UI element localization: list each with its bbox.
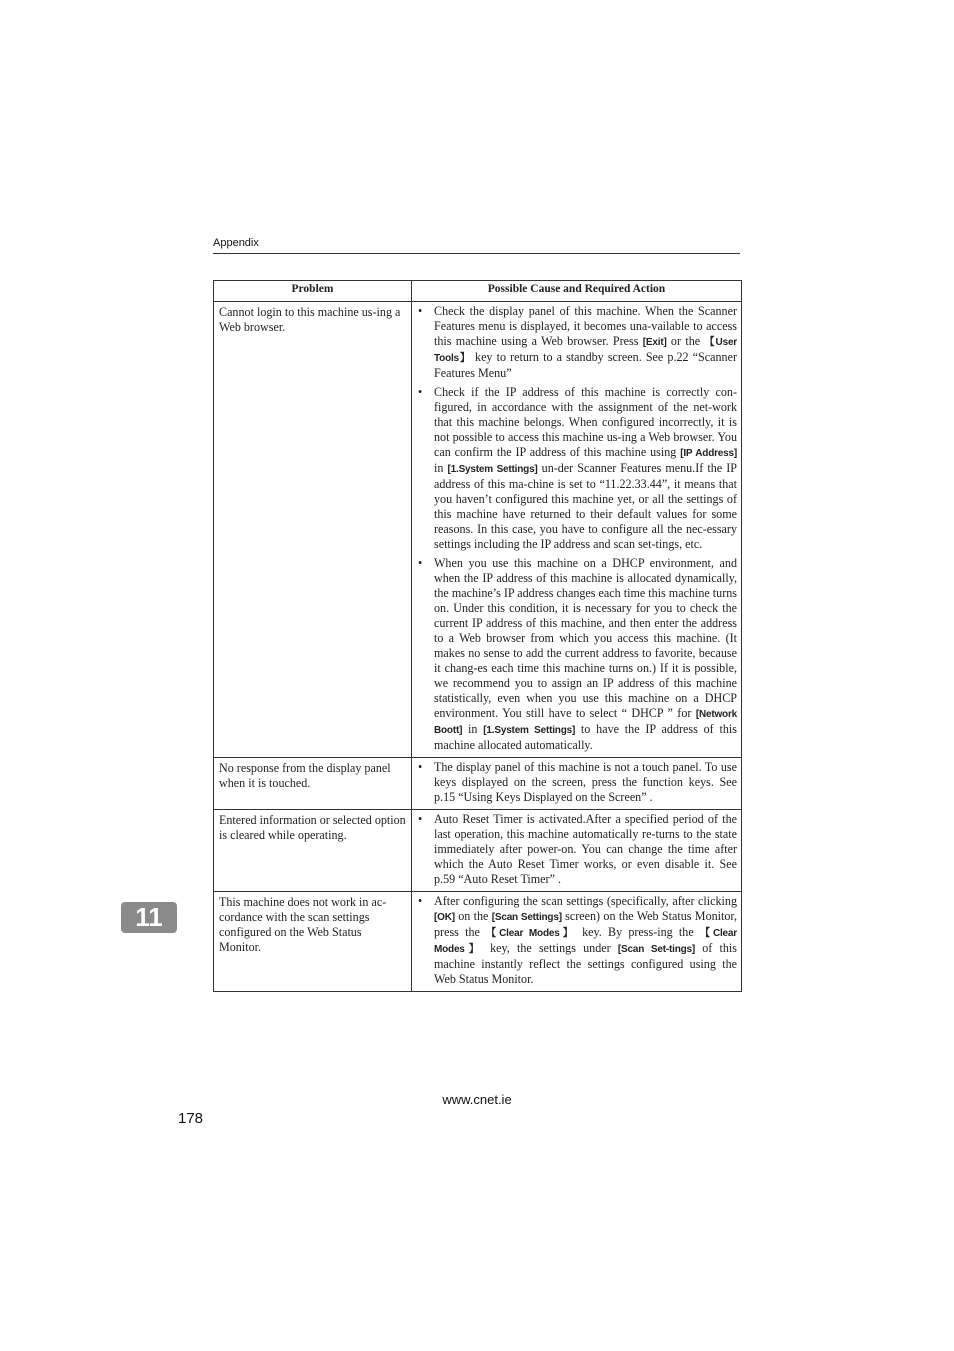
- column-header-problem: Problem: [214, 281, 412, 302]
- key-label: 【Clear Modes】: [486, 928, 576, 939]
- action-cell: [412, 892, 742, 992]
- key-label: 【User Tools】: [434, 337, 737, 364]
- key-label: [IP Address]: [680, 448, 738, 459]
- action-text: key. By press-ing the: [575, 925, 700, 939]
- table-header-row: [214, 281, 742, 302]
- action-list: [416, 760, 737, 805]
- table-row: [214, 302, 742, 758]
- action-text: Check the display panel of this machine. When the Scanner Features menu is displayed, it becomes una-vailable to access this machine using a Web browser. Press: [434, 304, 737, 348]
- action-text: Check if the IP address of this machine is correctly con-figured, in accordance with the assignment of the net-work that this machine belongs. When configured incorrectly, it is not possible to access this machine us-ing a Web browser. You can confirm the IP address of this machine using: [434, 385, 737, 459]
- action-item: [416, 894, 737, 987]
- action-text: in: [434, 461, 448, 475]
- action-text: in: [462, 722, 484, 736]
- page-number: 178: [178, 1110, 204, 1127]
- action-text: screen) on the Web Status Monitor, press the: [434, 909, 737, 939]
- table-row: [214, 892, 742, 992]
- action-text: The display panel of this machine is not a touch panel. To use keys displayed on the screen, press the function keys. See p.15 “Using Keys Displayed on the Screen” .: [434, 760, 737, 804]
- key-label: [Exit]: [642, 337, 667, 348]
- action-item: [416, 812, 737, 887]
- action-cell: [412, 302, 742, 758]
- action-text: When you use this machine on a DHCP environment, and when the IP address of this machine is allocated dynamically, the machine’s IP address changes each time this machine turns on. Under this condition, it is necessary for you to check the current IP address of this machine, and then enter the address to a Web browser from which you access this machine. (It makes no sense to add the current address to favorite, because it chang-es each time this machine turns on.) If it is possible, we recommend you to assign an IP address of this machine statistically, even when you use this machine on a DHCP environment. You still have to select “ DHCP ” for: [434, 556, 737, 720]
- bullet-icon: •: [418, 812, 423, 826]
- chapter-tab: 11: [121, 902, 177, 933]
- header-rule: [213, 253, 740, 254]
- problem-cell: No response from the display panel when it is touched.: [214, 758, 412, 810]
- action-text: of this machine instantly reflect the settings configured using the Web Status Monitor.: [434, 941, 737, 986]
- action-text: key to return to a standby screen. See p.22 “Scanner Features Menu”: [434, 350, 737, 380]
- action-text: key, the settings under: [482, 941, 618, 955]
- bullet-icon: •: [418, 304, 423, 318]
- bullet-icon: •: [418, 760, 423, 774]
- key-label: [OK]: [434, 912, 455, 923]
- action-list: [416, 304, 737, 753]
- problem-cell: Cannot login to this machine us-ing a Web browser.: [214, 302, 412, 758]
- action-text: to have the IP address of this machine allocated automatically.: [434, 722, 737, 752]
- bullet-icon: •: [418, 894, 423, 908]
- action-item: [416, 385, 737, 552]
- table-row: [214, 810, 742, 892]
- action-text: or the: [666, 334, 705, 348]
- column-header-action: Possible Cause and Required Action: [412, 281, 742, 302]
- action-list: [416, 812, 737, 887]
- action-cell: [412, 758, 742, 810]
- key-label: [1.System Settings]: [483, 725, 576, 736]
- problem-cell: Entered information or selected option is cleared while operating.: [214, 810, 412, 892]
- action-item: [416, 556, 737, 753]
- action-text: un-der Scanner Features menu.If the IP address of this ma-chine is set to “11.22.33.44”, it means that you haven’t configured this machine yet, or all the settings of this machine have returned to their default values for some reasons. In this case, you have to configure all the nec-essary settings including the IP address and scan set-tings, etc.: [434, 461, 737, 551]
- key-label: 【Clear Modes】: [434, 928, 737, 955]
- table-body: [214, 302, 742, 992]
- key-label: [1.System Settings]: [447, 464, 538, 475]
- problem-cell: This machine does not work in ac-cordance with the scan settings configured on the Web Status Monitor.: [214, 892, 412, 992]
- key-label: [Scan Settings]: [491, 912, 562, 923]
- action-item: [416, 304, 737, 381]
- table-row: [214, 758, 742, 810]
- footer-url: www.cnet.ie: [442, 1092, 512, 1107]
- key-label: [Scan Set-tings]: [617, 944, 695, 955]
- bullet-icon: •: [418, 556, 423, 570]
- troubleshooting-table: [213, 280, 742, 992]
- action-text: Auto Reset Timer is activated.After a specified period of the last operation, this machine automatically re-turns to the state immediately after power-on. You can change the time after which the Auto Reset Timer works, or even disable it. See p.59 “Auto Reset Timer” .: [434, 812, 737, 886]
- running-header: Appendix: [213, 237, 259, 249]
- bullet-icon: •: [418, 385, 423, 399]
- action-list: [416, 894, 737, 987]
- action-item: [416, 760, 737, 805]
- action-text: on the: [454, 909, 492, 923]
- action-cell: [412, 810, 742, 892]
- action-text: After configuring the scan settings (specifically, after clicking: [434, 894, 737, 908]
- key-label: [Network Boott]: [434, 709, 737, 736]
